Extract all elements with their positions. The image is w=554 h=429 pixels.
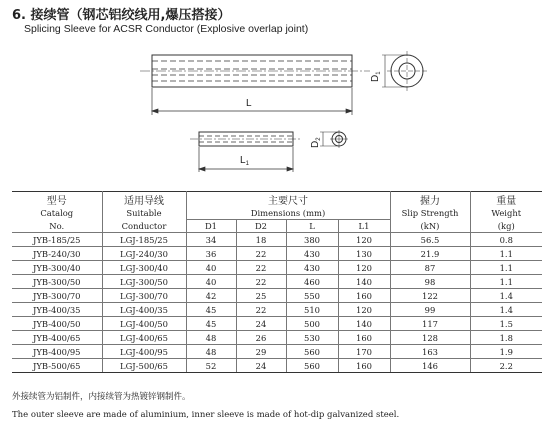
catalog-header-cn: 型号: [12, 192, 102, 208]
d1-cell: 40: [186, 275, 236, 289]
weight-cell: 0.8: [470, 233, 542, 247]
table-row: [12, 317, 542, 331]
conductor-cell: LGJ-400/95: [102, 345, 186, 359]
section-subtitle: Splicing Sleeve for ACSR Conductor (Explosive overlap joint): [24, 23, 309, 35]
l1-cell: 130: [338, 247, 390, 261]
weight-cell: 1.1: [470, 247, 542, 261]
conductor-cell: LGJ-300/70: [102, 289, 186, 303]
slip-strength-cell: 21.9: [390, 247, 470, 261]
weight-unit: (kg): [470, 220, 542, 233]
l-cell: 510: [286, 303, 338, 317]
d1-header: D1: [186, 220, 236, 233]
d2-cell: 18: [236, 233, 286, 247]
conductor-cell: LGJ-300/50: [102, 275, 186, 289]
conductor-cell: LGJ-400/65: [102, 331, 186, 345]
l-cell: 430: [286, 247, 338, 261]
slip-strength-cell: 98: [390, 275, 470, 289]
catalog-cell: JYB-300/40: [12, 261, 102, 275]
conductor-cell: LGJ-185/25: [102, 233, 186, 247]
spec-table: [12, 191, 542, 373]
l-cell: 550: [286, 289, 338, 303]
l1-cell: 140: [338, 275, 390, 289]
d1-cell: 45: [186, 303, 236, 317]
slip-strength-cell: 56.5: [390, 233, 470, 247]
slip-strength-cell: 122: [390, 289, 470, 303]
d2-cell: 22: [236, 303, 286, 317]
catalog-cell: JYB-300/70: [12, 289, 102, 303]
l1-cell: 140: [338, 317, 390, 331]
l1-cell: 170: [338, 345, 390, 359]
l1-cell: 120: [338, 261, 390, 275]
d2-cell: 24: [236, 317, 286, 331]
l1-header: L1: [338, 220, 390, 233]
catalog-cell: JYB-400/95: [12, 345, 102, 359]
slip-header-en: Slip Strength: [390, 207, 470, 220]
d2-cell: 22: [236, 275, 286, 289]
catalog-cell: JYB-500/65: [12, 359, 102, 373]
table-row: [12, 289, 542, 303]
conductor-cell: LGJ-400/35: [102, 303, 186, 317]
d2-cell: 22: [236, 261, 286, 275]
inner-diameter-label: $D_2$: [310, 137, 322, 148]
table-row: [12, 359, 542, 373]
table-row: [12, 345, 542, 359]
slip-strength-cell: 128: [390, 331, 470, 345]
weight-cell: 1.4: [470, 303, 542, 317]
inner-end-view: [320, 130, 348, 148]
d1-cell: 52: [186, 359, 236, 373]
header-row-units: [12, 220, 542, 233]
catalog-cell: JYB-400/50: [12, 317, 102, 331]
d1-cell: 48: [186, 331, 236, 345]
slip-strength-cell: 146: [390, 359, 470, 373]
inner-sleeve: [190, 132, 302, 146]
weight-cell: 1.5: [470, 317, 542, 331]
conductor-header-en2: Conductor: [102, 220, 186, 233]
l-cell: 560: [286, 345, 338, 359]
slip-header-cn: 握力: [390, 192, 470, 208]
weight-header-cn: 重量: [470, 192, 542, 208]
catalog-cell: JYB-400/65: [12, 331, 102, 345]
conductor-header-cn: 适用导线: [102, 192, 186, 208]
outer-end-view: [382, 51, 427, 91]
note-cn: 外接续管为铝制件，内接续管为热镀锌钢制件。: [12, 392, 191, 402]
l1-cell: 160: [338, 359, 390, 373]
header-row-cn: [12, 192, 542, 208]
weight-cell: 1.9: [470, 345, 542, 359]
slip-strength-cell: 117: [390, 317, 470, 331]
catalog-header-no: No.: [12, 220, 102, 233]
table-row: [12, 303, 542, 317]
l-header: L: [286, 220, 338, 233]
d2-cell: 24: [236, 359, 286, 373]
slip-strength-cell: 163: [390, 345, 470, 359]
table-row: [12, 233, 542, 247]
outer-sleeve: [140, 55, 370, 87]
d2-cell: 22: [236, 247, 286, 261]
weight-cell: 1.8: [470, 331, 542, 345]
dimensions-header-en: Dimensions (mm): [186, 207, 390, 220]
catalog-header-en: Catalog: [12, 207, 102, 220]
table-row: [12, 275, 542, 289]
catalog-cell: JYB-240/30: [12, 247, 102, 261]
l-cell: 430: [286, 261, 338, 275]
d1-cell: 48: [186, 345, 236, 359]
conductor-cell: LGJ-300/40: [102, 261, 186, 275]
d2-cell: 29: [236, 345, 286, 359]
dimensions-header-cn: 主要尺寸: [186, 192, 390, 208]
slip-strength-cell: 99: [390, 303, 470, 317]
catalog-cell: JYB-300/50: [12, 275, 102, 289]
section-title: 6. 接续管（钢芯铝绞线用,爆压搭接）: [12, 8, 231, 23]
table-row: [12, 331, 542, 345]
sleeve-drawing: [0, 0, 554, 190]
weight-cell: 1.1: [470, 275, 542, 289]
conductor-cell: LGJ-500/65: [102, 359, 186, 373]
outer-diameter-label: $D_1$: [370, 71, 382, 82]
d2-header: D2: [236, 220, 286, 233]
l1-cell: 120: [338, 233, 390, 247]
l-cell: 530: [286, 331, 338, 345]
inner-length-label: $L_1$: [240, 155, 249, 167]
d2-cell: 25: [236, 289, 286, 303]
l-cell: 380: [286, 233, 338, 247]
table-row: [12, 247, 542, 261]
l-cell: 460: [286, 275, 338, 289]
d1-cell: 42: [186, 289, 236, 303]
slip-unit: (kN): [390, 220, 470, 233]
d1-cell: 45: [186, 317, 236, 331]
header-row-en: [12, 207, 542, 220]
conductor-cell: LGJ-400/50: [102, 317, 186, 331]
conductor-header-en: Suitable: [102, 207, 186, 220]
l1-cell: 120: [338, 303, 390, 317]
weight-cell: 1.4: [470, 289, 542, 303]
spec-table-body: [12, 233, 542, 373]
conductor-cell: LGJ-240/30: [102, 247, 186, 261]
d1-cell: 40: [186, 261, 236, 275]
d1-cell: 36: [186, 247, 236, 261]
d2-cell: 26: [236, 331, 286, 345]
inner-length-dimension: [199, 147, 293, 172]
slip-strength-cell: 87: [390, 261, 470, 275]
weight-cell: 1.1: [470, 261, 542, 275]
outer-length-label: L: [246, 98, 252, 109]
l-cell: 560: [286, 359, 338, 373]
weight-cell: 2.2: [470, 359, 542, 373]
outer-length-dimension: [152, 88, 352, 115]
note-en: The outer sleeve are made of aluminium, inner sleeve is made of hot-dip galvanized steel.: [12, 410, 400, 420]
catalog-cell: JYB-400/35: [12, 303, 102, 317]
l1-cell: 160: [338, 331, 390, 345]
table-row: [12, 261, 542, 275]
l-cell: 500: [286, 317, 338, 331]
d1-cell: 34: [186, 233, 236, 247]
catalog-cell: JYB-185/25: [12, 233, 102, 247]
l1-cell: 160: [338, 289, 390, 303]
weight-header-en: Weight: [470, 207, 542, 220]
